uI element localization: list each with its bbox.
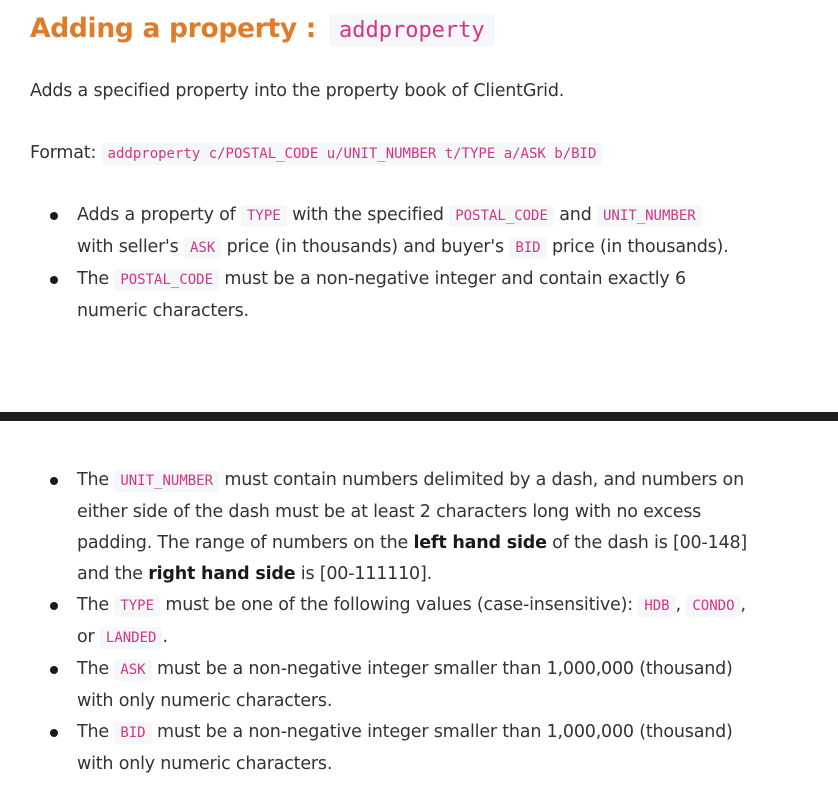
inline-code: ASK: [114, 659, 151, 681]
section-divider: [0, 412, 838, 421]
inline-code: UNIT_NUMBER: [114, 470, 219, 492]
inline-code: TYPE: [241, 205, 287, 227]
inline-code: POSTAL_CODE: [114, 269, 219, 291]
format-line: [30, 139, 602, 168]
section-title-text: Adding a property :: [30, 13, 317, 44]
inline-code: BID: [114, 722, 151, 744]
inline-code: POSTAL_CODE: [449, 205, 554, 227]
bullet-icon: [50, 729, 58, 737]
section-title: [30, 7, 495, 53]
format-syntax: addproperty c/POSTAL_CODE u/UNIT_NUMBER t/TYPE a/ASK b/BID: [102, 143, 603, 165]
list-item: The ASK must be a non-negative integer smaller than 1,000,000 (thousand) with only numeric characters.: [0, 654, 838, 717]
bullet-list-top: [0, 200, 838, 327]
list-item: The POSTAL_CODE must be a non-negative integer and contain exactly 6 numeric characters.: [0, 264, 838, 327]
inline-code: LANDED: [100, 627, 163, 649]
list-item: The UNIT_NUMBER must contain numbers delimited by a dash, and numbers on either side of the dash must be at least 2 characters long with no excess padding. The range of numbers on the left hand side of the dash is [00-148] and the right hand side is [00-111110].: [0, 465, 838, 590]
command-code: addproperty: [329, 14, 495, 47]
inline-code: CONDO: [686, 595, 740, 617]
bullet-icon: [50, 477, 58, 485]
emphasis-text: right hand side: [148, 564, 296, 584]
bullet-icon: [50, 212, 58, 220]
list-item: Adds a property of TYPE with the specified POSTAL_CODE and UNIT_NUMBER with seller's ASK price (in thousands) and buyer's BID price (in thousands).: [0, 200, 838, 264]
inline-code: UNIT_NUMBER: [597, 205, 702, 227]
description: Adds a specified property into the property book of ClientGrid.: [30, 81, 565, 101]
list-item: The BID must be a non-negative integer smaller than 1,000,000 (thousand) with only numeric characters.: [0, 717, 838, 780]
emphasis-text: left hand side: [413, 533, 547, 553]
format-label: Format:: [30, 143, 97, 163]
bullet-list-bottom: [0, 465, 838, 780]
inline-code: ASK: [184, 237, 221, 259]
inline-code: BID: [509, 237, 546, 259]
bullet-icon: [50, 602, 58, 610]
bullet-icon: [50, 666, 58, 674]
inline-code: HDB: [638, 595, 675, 617]
bullet-icon: [50, 276, 58, 284]
list-item: The TYPE must be one of the following values (case-insensitive): HDB , CONDO , or LANDED .: [0, 590, 838, 654]
inline-code: TYPE: [114, 595, 160, 617]
